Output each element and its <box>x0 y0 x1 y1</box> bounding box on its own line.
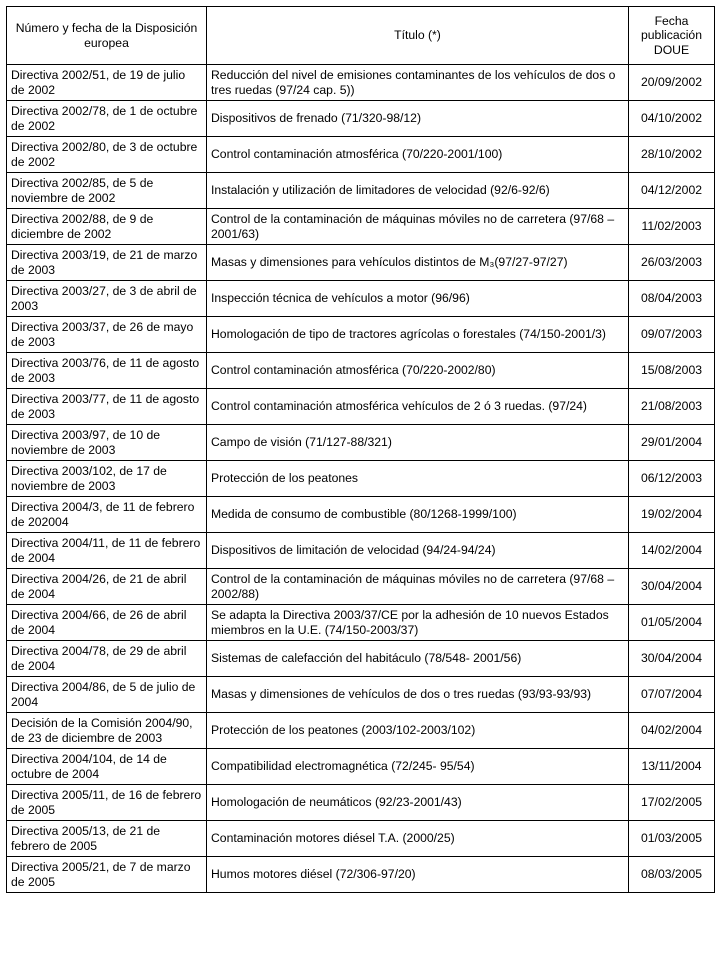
table-row <box>7 209 715 245</box>
cell-title: Humos motores diésel (72/306-97/20) <box>207 857 629 893</box>
table-row <box>7 497 715 533</box>
cell-title: Instalación y utilización de limitadores de velocidad (92/6-92/6) <box>207 173 629 209</box>
cell-directive-number: Directiva 2004/66, de 26 de abril de 2004 <box>7 605 207 641</box>
header-pub-date: Fecha publicación DOUE <box>629 7 715 65</box>
cell-directive-number: Directiva 2002/85, de 5 de noviembre de 2002 <box>7 173 207 209</box>
cell-directive-number: Directiva 2003/19, de 21 de marzo de 2003 <box>7 245 207 281</box>
cell-directive-number: Directiva 2003/37, de 26 de mayo de 2003 <box>7 317 207 353</box>
cell-directive-number: Directiva 2003/102, de 17 de noviembre de 2003 <box>7 461 207 497</box>
cell-title: Protección de los peatones <box>207 461 629 497</box>
cell-pub-date: 30/04/2004 <box>629 569 715 605</box>
cell-title: Compatibilidad electromagnética (72/245- 95/54) <box>207 749 629 785</box>
table-body <box>7 65 715 893</box>
cell-title: Protección de los peatones (2003/102-2003/102) <box>207 713 629 749</box>
table-row <box>7 461 715 497</box>
cell-pub-date: 08/03/2005 <box>629 857 715 893</box>
cell-directive-number: Directiva 2004/104, de 14 de octubre de 2004 <box>7 749 207 785</box>
cell-directive-number: Directiva 2002/80, de 3 de octubre de 2002 <box>7 137 207 173</box>
cell-title: Control de la contaminación de máquinas móviles no de carretera (97/68 – 2002/88) <box>207 569 629 605</box>
table-row <box>7 245 715 281</box>
cell-pub-date: 13/11/2004 <box>629 749 715 785</box>
table-row <box>7 101 715 137</box>
cell-pub-date: 06/12/2003 <box>629 461 715 497</box>
cell-directive-number: Directiva 2004/86, de 5 de julio de 2004 <box>7 677 207 713</box>
table-row <box>7 353 715 389</box>
table-row <box>7 785 715 821</box>
cell-pub-date: 04/10/2002 <box>629 101 715 137</box>
cell-directive-number: Directiva 2002/51, de 19 de julio de 2002 <box>7 65 207 101</box>
cell-pub-date: 17/02/2005 <box>629 785 715 821</box>
cell-pub-date: 14/02/2004 <box>629 533 715 569</box>
cell-title: Control contaminación atmosférica (70/220-2001/100) <box>207 137 629 173</box>
table-row <box>7 713 715 749</box>
cell-pub-date: 01/03/2005 <box>629 821 715 857</box>
cell-pub-date: 26/03/2003 <box>629 245 715 281</box>
table-row <box>7 533 715 569</box>
cell-pub-date: 29/01/2004 <box>629 425 715 461</box>
cell-directive-number: Directiva 2003/76, de 11 de agosto de 2003 <box>7 353 207 389</box>
cell-directive-number: Directiva 2002/88, de 9 de diciembre de 2002 <box>7 209 207 245</box>
cell-title: Homologación de tipo de tractores agrícolas o forestales (74/150-2001/3) <box>207 317 629 353</box>
directives-table <box>6 6 715 893</box>
cell-pub-date: 01/05/2004 <box>629 605 715 641</box>
cell-pub-date: 28/10/2002 <box>629 137 715 173</box>
cell-pub-date: 08/04/2003 <box>629 281 715 317</box>
cell-pub-date: 19/02/2004 <box>629 497 715 533</box>
cell-directive-number: Directiva 2004/3, de 11 de febrero de 202004 <box>7 497 207 533</box>
cell-pub-date: 04/12/2002 <box>629 173 715 209</box>
cell-title: Control contaminación atmosférica (70/220-2002/80) <box>207 353 629 389</box>
cell-title: Reducción del nivel de emisiones contaminantes de los vehículos de dos o tres ruedas (97/24 cap. 5)) <box>207 65 629 101</box>
table-row <box>7 569 715 605</box>
table-row <box>7 641 715 677</box>
cell-title: Dispositivos de frenado (71/320-98/12) <box>207 101 629 137</box>
cell-directive-number: Directiva 2002/78, de 1 de octubre de 2002 <box>7 101 207 137</box>
cell-directive-number: Directiva 2003/97, de 10 de noviembre de 2003 <box>7 425 207 461</box>
cell-directive-number: Directiva 2004/26, de 21 de abril de 2004 <box>7 569 207 605</box>
cell-title: Dispositivos de limitación de velocidad (94/24-94/24) <box>207 533 629 569</box>
cell-directive-number: Directiva 2003/77, de 11 de agosto de 2003 <box>7 389 207 425</box>
cell-pub-date: 07/07/2004 <box>629 677 715 713</box>
cell-pub-date: 21/08/2003 <box>629 389 715 425</box>
table-row <box>7 821 715 857</box>
cell-pub-date: 11/02/2003 <box>629 209 715 245</box>
table-row <box>7 677 715 713</box>
cell-pub-date: 04/02/2004 <box>629 713 715 749</box>
cell-title: Masas y dimensiones de vehículos de dos o tres ruedas (93/93-93/93) <box>207 677 629 713</box>
cell-directive-number: Directiva 2005/21, de 7 de marzo de 2005 <box>7 857 207 893</box>
cell-title: Homologación de neumáticos (92/23-2001/43) <box>207 785 629 821</box>
cell-pub-date: 15/08/2003 <box>629 353 715 389</box>
table-row <box>7 389 715 425</box>
cell-directive-number: Directiva 2005/13, de 21 de febrero de 2005 <box>7 821 207 857</box>
table-row <box>7 65 715 101</box>
cell-title: Se adapta la Directiva 2003/37/CE por la adhesión de 10 nuevos Estados miembros en la U.E. (74/150-2003/37) <box>207 605 629 641</box>
cell-directive-number: Decisión de la Comisión 2004/90, de 23 de diciembre de 2003 <box>7 713 207 749</box>
cell-title: Control contaminación atmosférica vehículos de 2 ó 3 ruedas. (97/24) <box>207 389 629 425</box>
header-number-date: Número y fecha de la Disposición europea <box>7 7 207 65</box>
table-row <box>7 173 715 209</box>
header-row <box>7 7 715 65</box>
cell-pub-date: 30/04/2004 <box>629 641 715 677</box>
cell-pub-date: 09/07/2003 <box>629 317 715 353</box>
cell-title: Campo de visión (71/127-88/321) <box>207 425 629 461</box>
cell-title: Medida de consumo de combustible (80/1268-1999/100) <box>207 497 629 533</box>
cell-title: Control de la contaminación de máquinas móviles no de carretera (97/68 – 2001/63) <box>207 209 629 245</box>
table-row <box>7 605 715 641</box>
cell-pub-date: 20/09/2002 <box>629 65 715 101</box>
table-row <box>7 857 715 893</box>
cell-title: Masas y dimensiones para vehículos distintos de M₃(97/27-97/27) <box>207 245 629 281</box>
table-row <box>7 281 715 317</box>
header-title: Título (*) <box>207 7 629 65</box>
cell-directive-number: Directiva 2004/11, de 11 de febrero de 2004 <box>7 533 207 569</box>
cell-title: Inspección técnica de vehículos a motor (96/96) <box>207 281 629 317</box>
cell-directive-number: Directiva 2004/78, de 29 de abril de 2004 <box>7 641 207 677</box>
cell-directive-number: Directiva 2005/11, de 16 de febrero de 2005 <box>7 785 207 821</box>
cell-title: Contaminación motores diésel T.A. (2000/25) <box>207 821 629 857</box>
table-row <box>7 317 715 353</box>
cell-title: Sistemas de calefacción del habitáculo (78/548- 2001/56) <box>207 641 629 677</box>
cell-directive-number: Directiva 2003/27, de 3 de abril de 2003 <box>7 281 207 317</box>
table-row <box>7 749 715 785</box>
table-row <box>7 425 715 461</box>
table-row <box>7 137 715 173</box>
